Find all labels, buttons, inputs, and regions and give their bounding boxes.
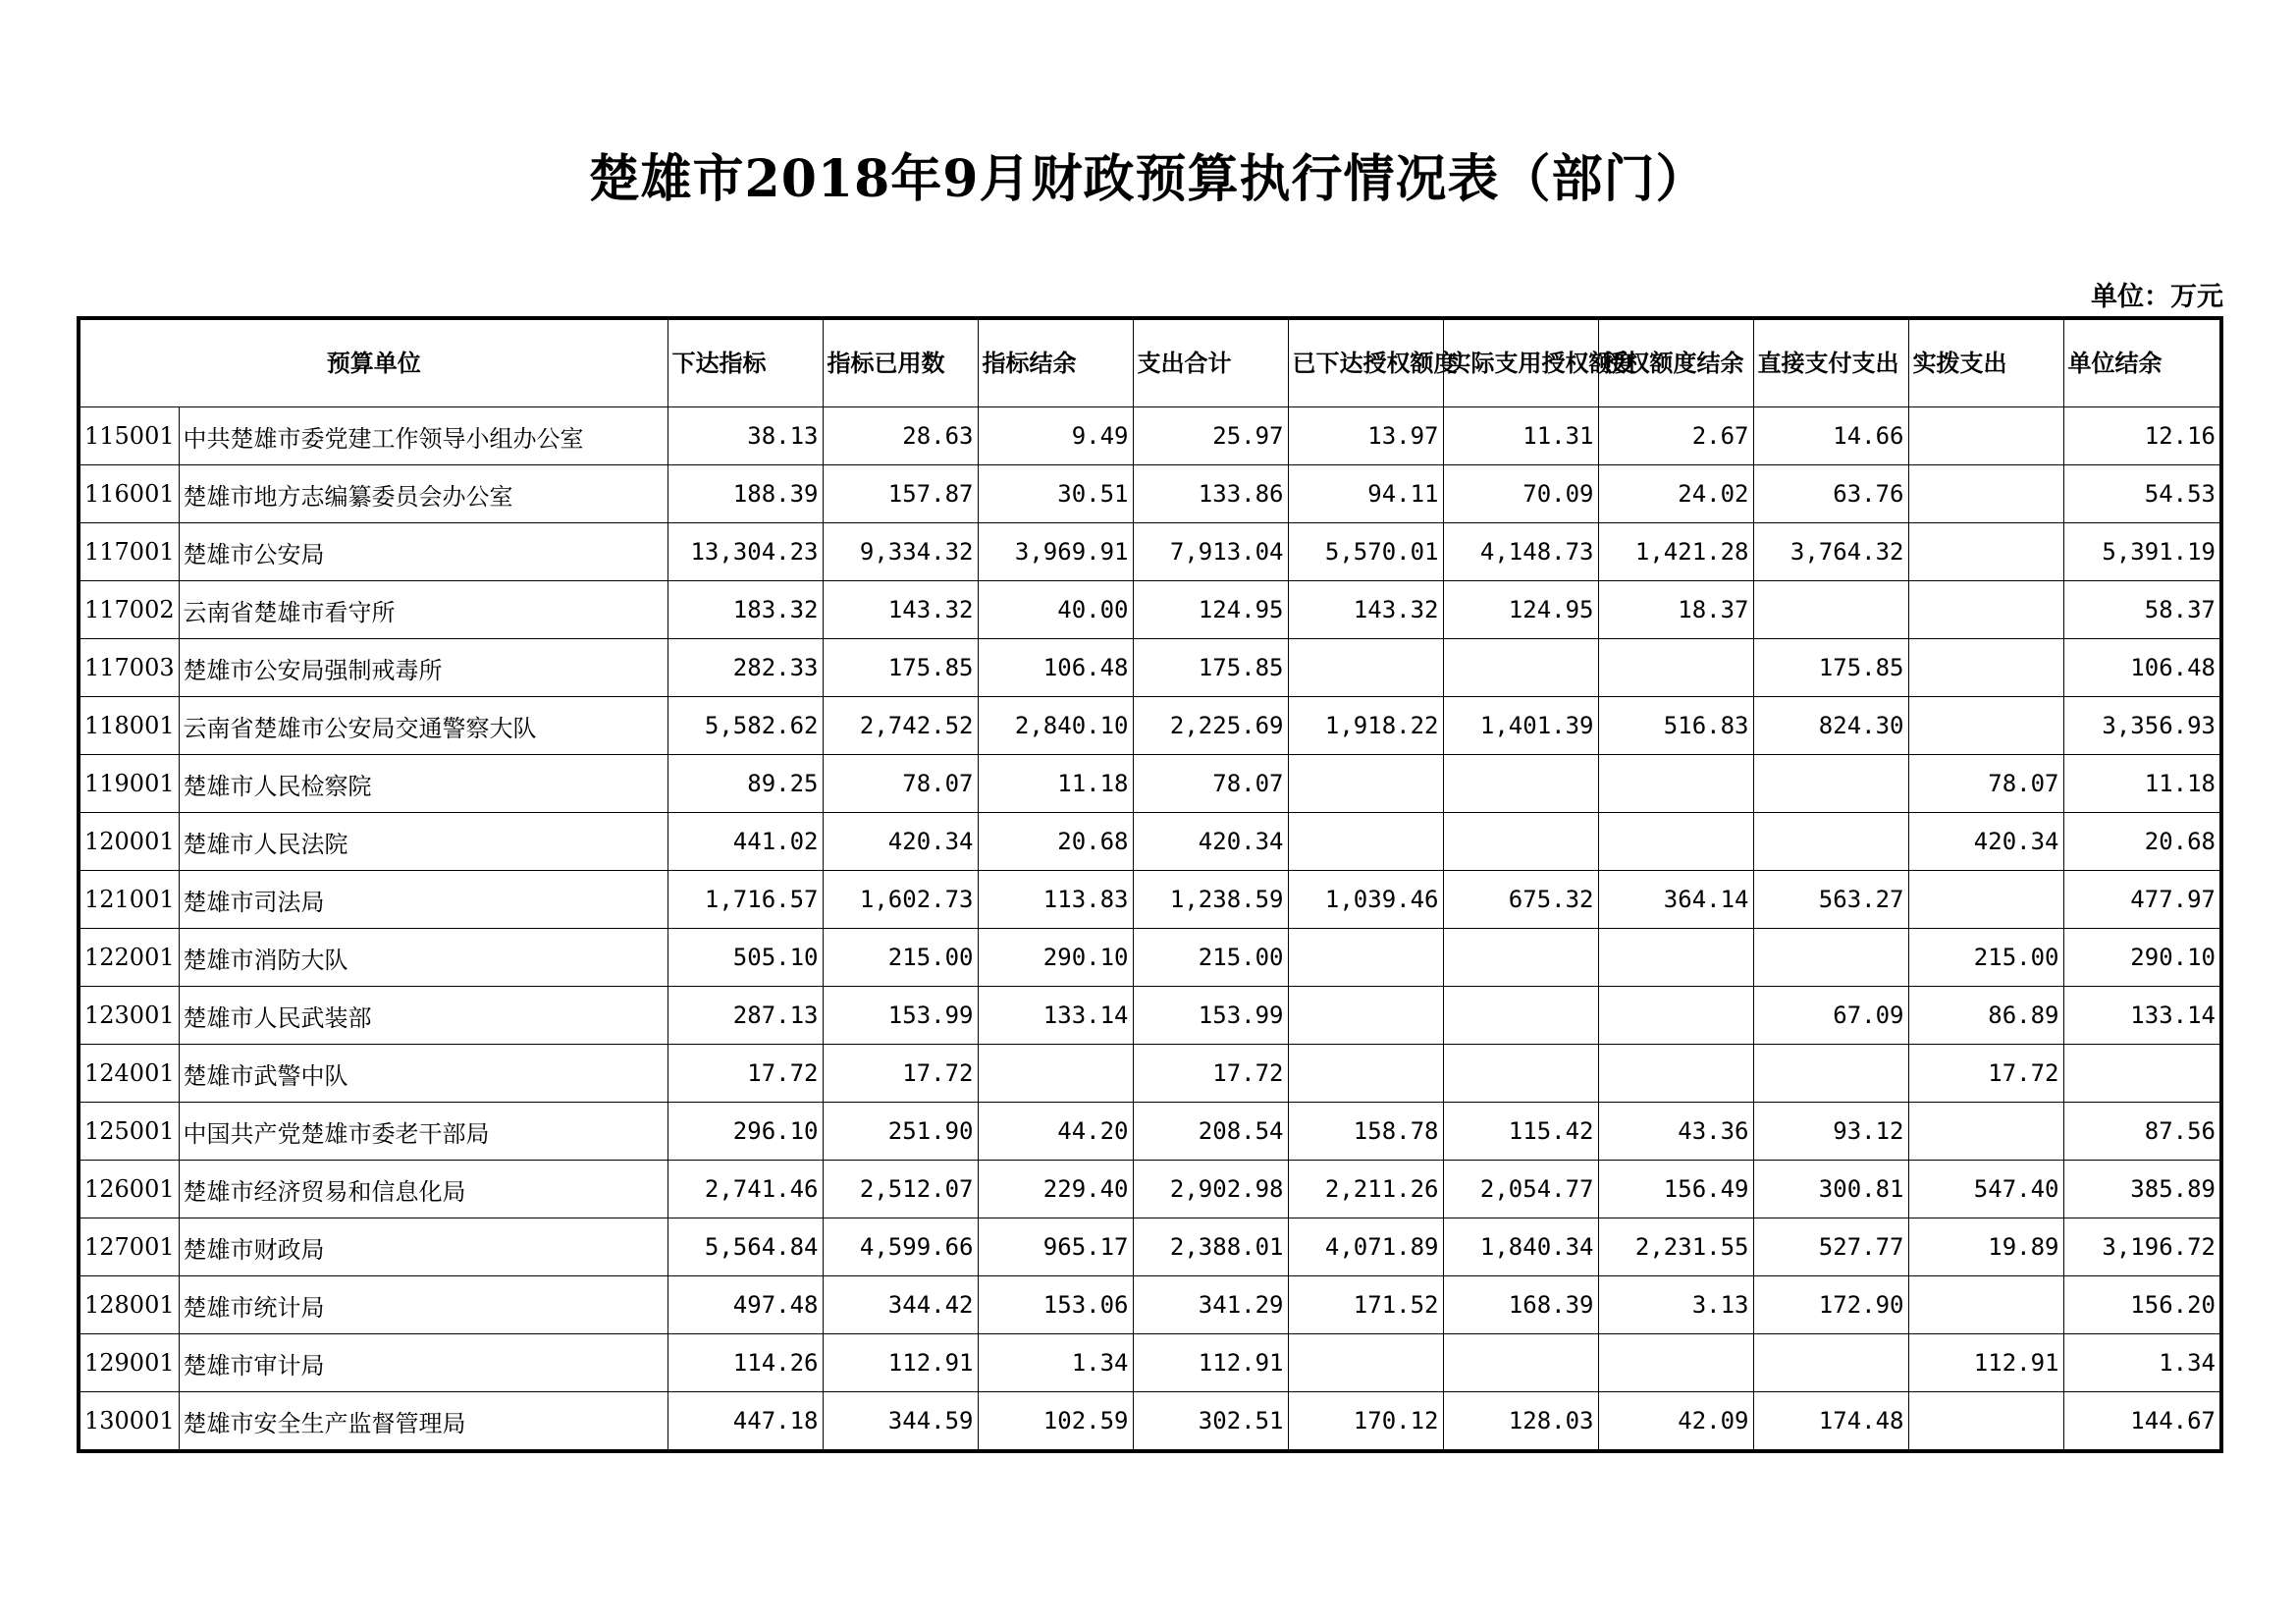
cell-auth-balance: 516.83: [1598, 697, 1753, 755]
cell-auth-balance: 2.67: [1598, 407, 1753, 465]
cell-auth-balance: 3.13: [1598, 1276, 1753, 1334]
table-row: [79, 1276, 2221, 1334]
cell-balance: 965.17: [978, 1218, 1133, 1276]
cell-unit-balance: 58.37: [2063, 581, 2221, 639]
header-auth-balance: 授权额度结余: [1598, 318, 1753, 407]
table-row: [79, 465, 2221, 523]
header-auth-issued: 已下达授权额度: [1288, 318, 1443, 407]
cell-balance: 2,840.10: [978, 697, 1133, 755]
cell-code: 118001: [79, 697, 179, 755]
cell-auth-used: 115.42: [1443, 1103, 1598, 1161]
cell-unit-balance: 87.56: [2063, 1103, 2221, 1161]
cell-auth-used: 124.95: [1443, 581, 1598, 639]
cell-issued: 2,741.46: [667, 1161, 823, 1218]
cell-auth-used: [1443, 1334, 1598, 1392]
cell-direct-pay: 172.90: [1753, 1276, 1908, 1334]
cell-balance: 44.20: [978, 1103, 1133, 1161]
cell-auth-balance: 24.02: [1598, 465, 1753, 523]
cell-auth-used: 1,401.39: [1443, 697, 1598, 755]
cell-used: 1,602.73: [823, 871, 978, 929]
cell-code: 128001: [79, 1276, 179, 1334]
header-direct-pay: 直接支付支出: [1753, 318, 1908, 407]
cell-used: 175.85: [823, 639, 978, 697]
cell-issued: 282.33: [667, 639, 823, 697]
cell-actual-alloc: 78.07: [1908, 755, 2063, 813]
cell-actual-alloc: [1908, 1392, 2063, 1452]
cell-used: 420.34: [823, 813, 978, 871]
cell-actual-alloc: 420.34: [1908, 813, 2063, 871]
cell-auth-issued: [1288, 987, 1443, 1045]
cell-auth-balance: 43.36: [1598, 1103, 1753, 1161]
cell-issued: 38.13: [667, 407, 823, 465]
table-body: [79, 407, 2221, 1452]
cell-auth-issued: 13.97: [1288, 407, 1443, 465]
cell-auth-issued: 5,570.01: [1288, 523, 1443, 581]
cell-auth-issued: 2,211.26: [1288, 1161, 1443, 1218]
cell-used: 2,512.07: [823, 1161, 978, 1218]
cell-auth-issued: [1288, 929, 1443, 987]
cell-total-expense: 2,388.01: [1133, 1218, 1288, 1276]
cell-auth-issued: 1,039.46: [1288, 871, 1443, 929]
cell-auth-balance: 18.37: [1598, 581, 1753, 639]
cell-unit-name: 楚雄市经济贸易和信息化局: [179, 1161, 667, 1218]
cell-code: 130001: [79, 1392, 179, 1452]
cell-direct-pay: [1753, 755, 1908, 813]
table-row: [79, 871, 2221, 929]
table-row: [79, 929, 2221, 987]
cell-code: 123001: [79, 987, 179, 1045]
header-used: 指标已用数: [823, 318, 978, 407]
cell-unit-balance: 290.10: [2063, 929, 2221, 987]
cell-code: 119001: [79, 755, 179, 813]
cell-direct-pay: [1753, 929, 1908, 987]
cell-issued: 5,582.62: [667, 697, 823, 755]
cell-direct-pay: [1753, 581, 1908, 639]
cell-unit-balance: 106.48: [2063, 639, 2221, 697]
cell-direct-pay: 14.66: [1753, 407, 1908, 465]
cell-auth-balance: [1598, 987, 1753, 1045]
cell-unit-name: 楚雄市消防大队: [179, 929, 667, 987]
cell-auth-issued: [1288, 813, 1443, 871]
cell-unit-balance: 3,196.72: [2063, 1218, 2221, 1276]
table-row: [79, 1045, 2221, 1103]
cell-unit-balance: 20.68: [2063, 813, 2221, 871]
cell-actual-alloc: [1908, 407, 2063, 465]
table-row: [79, 697, 2221, 755]
cell-total-expense: 7,913.04: [1133, 523, 1288, 581]
cell-actual-alloc: [1908, 871, 2063, 929]
table-row: [79, 755, 2221, 813]
cell-direct-pay: 824.30: [1753, 697, 1908, 755]
cell-auth-used: 4,148.73: [1443, 523, 1598, 581]
cell-auth-issued: 170.12: [1288, 1392, 1443, 1452]
header-balance: 指标结余: [978, 318, 1133, 407]
cell-unit-name: 云南省楚雄市看守所: [179, 581, 667, 639]
cell-total-expense: 124.95: [1133, 581, 1288, 639]
cell-direct-pay: 174.48: [1753, 1392, 1908, 1452]
cell-total-expense: 2,902.98: [1133, 1161, 1288, 1218]
cell-auth-balance: [1598, 813, 1753, 871]
cell-auth-issued: [1288, 1334, 1443, 1392]
cell-used: 157.87: [823, 465, 978, 523]
cell-direct-pay: 93.12: [1753, 1103, 1908, 1161]
table-row: [79, 1161, 2221, 1218]
cell-unit-name: 楚雄市公安局: [179, 523, 667, 581]
cell-balance: [978, 1045, 1133, 1103]
cell-code: 117003: [79, 639, 179, 697]
cell-total-expense: 112.91: [1133, 1334, 1288, 1392]
cell-auth-used: 168.39: [1443, 1276, 1598, 1334]
cell-total-expense: 420.34: [1133, 813, 1288, 871]
cell-code: 115001: [79, 407, 179, 465]
cell-direct-pay: [1753, 1045, 1908, 1103]
cell-unit-balance: 5,391.19: [2063, 523, 2221, 581]
cell-unit-name: 中国共产党楚雄市委老干部局: [179, 1103, 667, 1161]
cell-auth-used: 70.09: [1443, 465, 1598, 523]
cell-balance: 113.83: [978, 871, 1133, 929]
cell-used: 4,599.66: [823, 1218, 978, 1276]
cell-total-expense: 302.51: [1133, 1392, 1288, 1452]
cell-auth-issued: 143.32: [1288, 581, 1443, 639]
header-row: [79, 318, 2221, 407]
cell-unit-balance: 133.14: [2063, 987, 2221, 1045]
cell-unit-name: 楚雄市武警中队: [179, 1045, 667, 1103]
header-issued: 下达指标: [667, 318, 823, 407]
cell-code: 117002: [79, 581, 179, 639]
cell-balance: 153.06: [978, 1276, 1133, 1334]
cell-auth-used: [1443, 755, 1598, 813]
cell-code: 127001: [79, 1218, 179, 1276]
cell-unit-name: 楚雄市司法局: [179, 871, 667, 929]
cell-balance: 3,969.91: [978, 523, 1133, 581]
cell-auth-balance: 156.49: [1598, 1161, 1753, 1218]
cell-issued: 505.10: [667, 929, 823, 987]
cell-balance: 133.14: [978, 987, 1133, 1045]
cell-auth-issued: 171.52: [1288, 1276, 1443, 1334]
table-row: [79, 1103, 2221, 1161]
cell-unit-name: 楚雄市财政局: [179, 1218, 667, 1276]
cell-unit-name: 楚雄市地方志编纂委员会办公室: [179, 465, 667, 523]
cell-unit-name: 楚雄市审计局: [179, 1334, 667, 1392]
cell-unit-name: 中共楚雄市委党建工作领导小组办公室: [179, 407, 667, 465]
cell-auth-issued: [1288, 639, 1443, 697]
cell-issued: 17.72: [667, 1045, 823, 1103]
cell-actual-alloc: 19.89: [1908, 1218, 2063, 1276]
cell-code: 121001: [79, 871, 179, 929]
cell-auth-used: [1443, 929, 1598, 987]
cell-used: 78.07: [823, 755, 978, 813]
cell-actual-alloc: 215.00: [1908, 929, 2063, 987]
cell-auth-used: 675.32: [1443, 871, 1598, 929]
header-actual-alloc: 实拨支出: [1908, 318, 2063, 407]
unit-label: 单位：万元: [2091, 282, 2223, 312]
cell-code: 125001: [79, 1103, 179, 1161]
cell-used: 344.59: [823, 1392, 978, 1452]
cell-used: 112.91: [823, 1334, 978, 1392]
cell-auth-issued: 158.78: [1288, 1103, 1443, 1161]
cell-issued: 188.39: [667, 465, 823, 523]
cell-auth-balance: [1598, 1045, 1753, 1103]
cell-direct-pay: 67.09: [1753, 987, 1908, 1045]
table-row: [79, 1334, 2221, 1392]
cell-issued: 13,304.23: [667, 523, 823, 581]
cell-auth-balance: 1,421.28: [1598, 523, 1753, 581]
cell-auth-balance: 364.14: [1598, 871, 1753, 929]
cell-auth-used: 2,054.77: [1443, 1161, 1598, 1218]
cell-direct-pay: 300.81: [1753, 1161, 1908, 1218]
cell-direct-pay: [1753, 813, 1908, 871]
cell-total-expense: 341.29: [1133, 1276, 1288, 1334]
table-row: [79, 407, 2221, 465]
cell-unit-balance: [2063, 1045, 2221, 1103]
cell-issued: 497.48: [667, 1276, 823, 1334]
cell-auth-used: [1443, 987, 1598, 1045]
cell-direct-pay: 527.77: [1753, 1218, 1908, 1276]
budget-table: [77, 316, 2223, 1453]
table-row: [79, 581, 2221, 639]
cell-used: 251.90: [823, 1103, 978, 1161]
cell-total-expense: 153.99: [1133, 987, 1288, 1045]
header-budget-unit: 预算单位: [79, 318, 667, 407]
cell-balance: 11.18: [978, 755, 1133, 813]
cell-unit-balance: 1.34: [2063, 1334, 2221, 1392]
cell-unit-name: 楚雄市人民检察院: [179, 755, 667, 813]
cell-actual-alloc: [1908, 1276, 2063, 1334]
cell-total-expense: 2,225.69: [1133, 697, 1288, 755]
cell-unit-balance: 477.97: [2063, 871, 2221, 929]
cell-code: 124001: [79, 1045, 179, 1103]
cell-direct-pay: 3,764.32: [1753, 523, 1908, 581]
cell-auth-used: 11.31: [1443, 407, 1598, 465]
cell-used: 17.72: [823, 1045, 978, 1103]
header-total-expense: 支出合计: [1133, 318, 1288, 407]
cell-issued: 5,564.84: [667, 1218, 823, 1276]
cell-auth-balance: [1598, 639, 1753, 697]
cell-actual-alloc: 86.89: [1908, 987, 2063, 1045]
cell-auth-issued: 1,918.22: [1288, 697, 1443, 755]
cell-unit-balance: 156.20: [2063, 1276, 2221, 1334]
cell-code: 122001: [79, 929, 179, 987]
cell-actual-alloc: [1908, 465, 2063, 523]
cell-direct-pay: 175.85: [1753, 639, 1908, 697]
cell-unit-name: 楚雄市统计局: [179, 1276, 667, 1334]
cell-auth-balance: 2,231.55: [1598, 1218, 1753, 1276]
cell-issued: 1,716.57: [667, 871, 823, 929]
cell-issued: 183.32: [667, 581, 823, 639]
cell-direct-pay: 563.27: [1753, 871, 1908, 929]
cell-actual-alloc: 17.72: [1908, 1045, 2063, 1103]
cell-direct-pay: 63.76: [1753, 465, 1908, 523]
cell-auth-used: 128.03: [1443, 1392, 1598, 1452]
cell-code: 129001: [79, 1334, 179, 1392]
cell-unit-name: 楚雄市人民武装部: [179, 987, 667, 1045]
cell-issued: 287.13: [667, 987, 823, 1045]
cell-actual-alloc: 112.91: [1908, 1334, 2063, 1392]
cell-issued: 114.26: [667, 1334, 823, 1392]
cell-balance: 290.10: [978, 929, 1133, 987]
cell-total-expense: 1,238.59: [1133, 871, 1288, 929]
cell-balance: 229.40: [978, 1161, 1133, 1218]
cell-total-expense: 175.85: [1133, 639, 1288, 697]
cell-used: 143.32: [823, 581, 978, 639]
table-row: [79, 523, 2221, 581]
cell-total-expense: 215.00: [1133, 929, 1288, 987]
cell-unit-balance: 144.67: [2063, 1392, 2221, 1452]
cell-code: 117001: [79, 523, 179, 581]
cell-unit-name: 楚雄市安全生产监督管理局: [179, 1392, 667, 1452]
cell-actual-alloc: [1908, 523, 2063, 581]
cell-balance: 9.49: [978, 407, 1133, 465]
cell-issued: 296.10: [667, 1103, 823, 1161]
cell-used: 153.99: [823, 987, 978, 1045]
cell-auth-used: 1,840.34: [1443, 1218, 1598, 1276]
cell-balance: 30.51: [978, 465, 1133, 523]
cell-auth-issued: [1288, 1045, 1443, 1103]
cell-actual-alloc: [1908, 697, 2063, 755]
table-row: [79, 639, 2221, 697]
cell-total-expense: 17.72: [1133, 1045, 1288, 1103]
cell-total-expense: 25.97: [1133, 407, 1288, 465]
header-auth-used: 实际支用授权额度: [1443, 318, 1598, 407]
cell-auth-used: [1443, 639, 1598, 697]
cell-balance: 102.59: [978, 1392, 1133, 1452]
cell-unit-balance: 11.18: [2063, 755, 2221, 813]
cell-balance: 1.34: [978, 1334, 1133, 1392]
cell-auth-issued: [1288, 755, 1443, 813]
cell-auth-used: [1443, 1045, 1598, 1103]
table-row: [79, 987, 2221, 1045]
cell-actual-alloc: [1908, 639, 2063, 697]
cell-issued: 447.18: [667, 1392, 823, 1452]
header-unit-balance: 单位结余: [2063, 318, 2221, 407]
cell-used: 2,742.52: [823, 697, 978, 755]
cell-balance: 106.48: [978, 639, 1133, 697]
table-row: [79, 813, 2221, 871]
cell-issued: 441.02: [667, 813, 823, 871]
cell-unit-balance: 385.89: [2063, 1161, 2221, 1218]
page-title: 楚雄市2018年9月财政预算执行情况表（部门）: [588, 149, 1708, 209]
cell-balance: 40.00: [978, 581, 1133, 639]
cell-used: 344.42: [823, 1276, 978, 1334]
cell-auth-balance: [1598, 1334, 1753, 1392]
cell-unit-name: 云南省楚雄市公安局交通警察大队: [179, 697, 667, 755]
cell-direct-pay: [1753, 1334, 1908, 1392]
cell-issued: 89.25: [667, 755, 823, 813]
cell-auth-balance: [1598, 929, 1753, 987]
cell-actual-alloc: 547.40: [1908, 1161, 2063, 1218]
cell-actual-alloc: [1908, 1103, 2063, 1161]
cell-actual-alloc: [1908, 581, 2063, 639]
cell-auth-used: [1443, 813, 1598, 871]
cell-balance: 20.68: [978, 813, 1133, 871]
cell-unit-name: 楚雄市公安局强制戒毒所: [179, 639, 667, 697]
cell-used: 9,334.32: [823, 523, 978, 581]
cell-unit-balance: 3,356.93: [2063, 697, 2221, 755]
table-row: [79, 1392, 2221, 1452]
cell-used: 215.00: [823, 929, 978, 987]
cell-code: 120001: [79, 813, 179, 871]
cell-auth-balance: 42.09: [1598, 1392, 1753, 1452]
cell-total-expense: 78.07: [1133, 755, 1288, 813]
cell-auth-issued: 94.11: [1288, 465, 1443, 523]
cell-unit-balance: 12.16: [2063, 407, 2221, 465]
cell-code: 116001: [79, 465, 179, 523]
cell-total-expense: 208.54: [1133, 1103, 1288, 1161]
cell-unit-name: 楚雄市人民法院: [179, 813, 667, 871]
cell-auth-issued: 4,071.89: [1288, 1218, 1443, 1276]
cell-total-expense: 133.86: [1133, 465, 1288, 523]
cell-used: 28.63: [823, 407, 978, 465]
cell-unit-balance: 54.53: [2063, 465, 2221, 523]
cell-auth-balance: [1598, 755, 1753, 813]
cell-code: 126001: [79, 1161, 179, 1218]
table-row: [79, 1218, 2221, 1276]
